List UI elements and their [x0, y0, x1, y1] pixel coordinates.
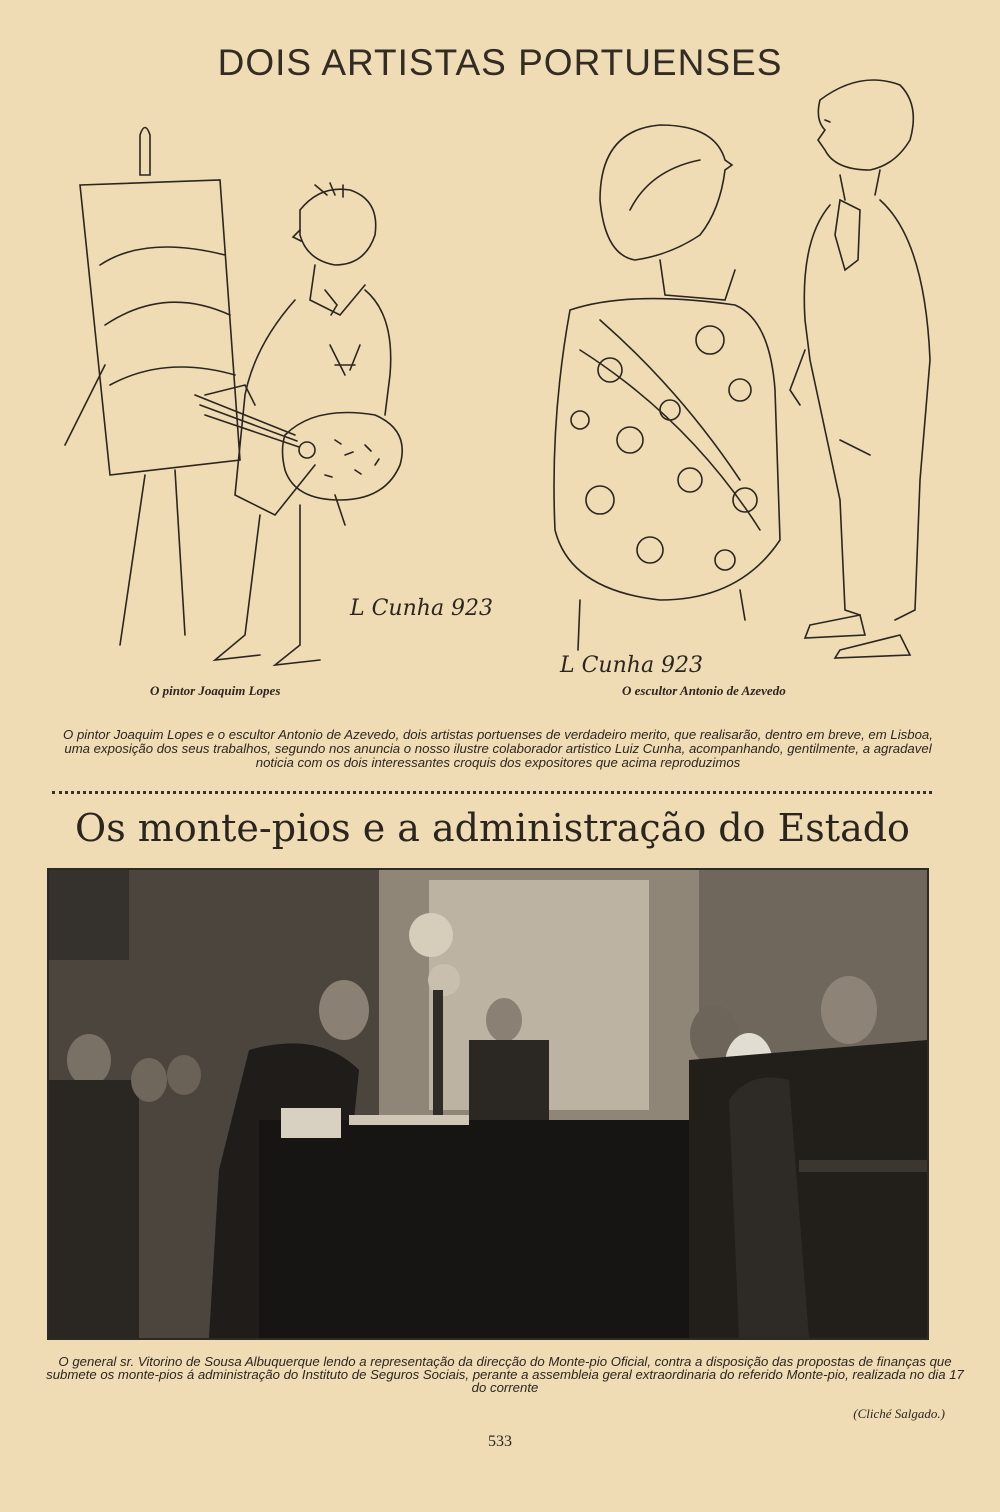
- article-text: O pintor Joaquim Lopes e o escultor Antonio de Azevedo, dois artistas portuenses de verdadeiro merito, que realisarão, dentro em breve, em Lisboa, uma exposição dos seus trabalhos, segundo nos anuncia o nosso ilustre colaborador artistico Luiz Cunha, acompanhando, gentilmente, a agradavel noticia com os dois interessantes croquis dos expositores que acima reproduzimos: [63, 727, 933, 770]
- photo-credit: (Cliché Salgado.): [853, 1406, 945, 1421]
- svg-text:L Cunha 923: L Cunha 923: [560, 653, 704, 678]
- svg-text:L Cunha 923: L Cunha 923: [350, 596, 494, 621]
- section-title: Os monte-pios e a administração do Estado: [75, 806, 910, 850]
- painter-caption: O pintor Joaquim Lopes: [150, 683, 281, 698]
- sculptor-caption: O escultor Antonio de Azevedo: [622, 683, 786, 698]
- artist-signature-left: [349, 596, 493, 621]
- page-title: DOIS ARTISTAS PORTUENSES: [217, 42, 783, 83]
- painter-sketch: [45, 115, 494, 675]
- assembly-photo: [47, 868, 929, 1340]
- dotted-divider: [52, 791, 932, 794]
- page-number: 533: [488, 1433, 512, 1450]
- photo-caption: O general sr. Vitorino de Sousa Albuquerque lendo a representação da direcção do Monte-pio Oficial, contra a disposição das propostas de finanças que submete os monte-pios á administração do Instituto de Seguros Sociais, perante a assembleia geral extraordinaria do referido Monte-pio, realizada no dia 17 do corrente: [46, 1354, 964, 1395]
- artist-signature-right: [559, 653, 703, 678]
- sculptor-sketch: [540, 60, 960, 680]
